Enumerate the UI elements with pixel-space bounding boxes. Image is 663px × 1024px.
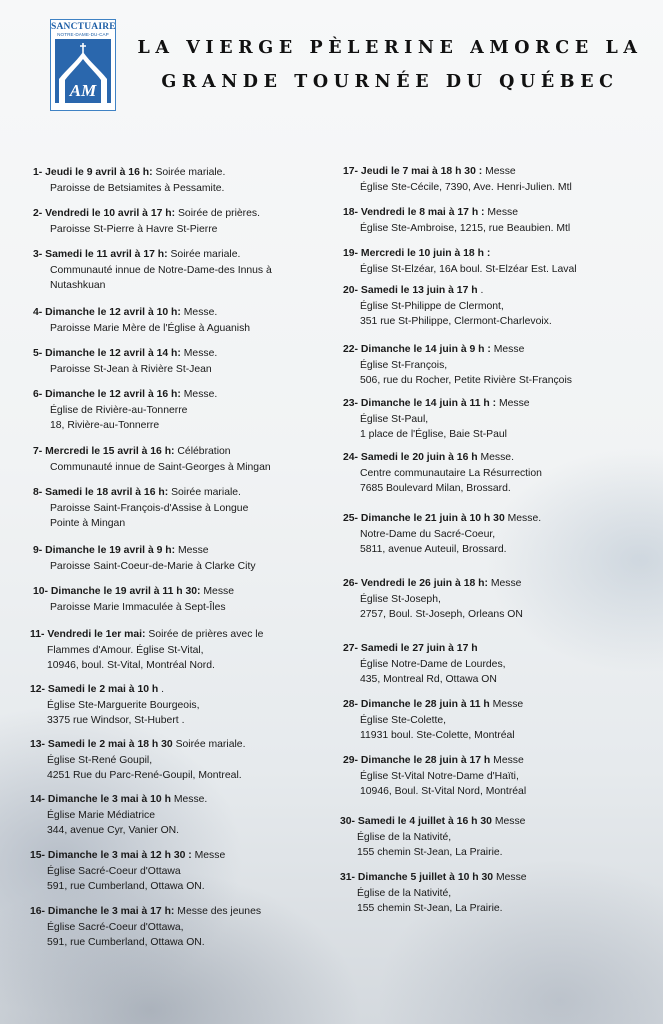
entry-location-line: Église Sacré-Coeur d'Ottawa — [47, 865, 181, 877]
entry-location-line: Flammes d'Amour. Église St-Vital, — [47, 644, 204, 656]
entry-event: Soirée de prières avec le — [148, 629, 264, 640]
schedule-entry — [343, 641, 506, 688]
entry-number: 30- — [340, 816, 356, 827]
entry-event: Messe — [498, 398, 530, 409]
entry-headline — [33, 584, 234, 600]
entry-datetime: Dimanche le 3 mai à 17 h: — [47, 906, 175, 917]
schedule-entry — [30, 904, 261, 951]
entry-headline — [33, 346, 217, 362]
entry-number: 3- — [33, 249, 43, 260]
entry-event: Messe — [492, 699, 524, 710]
entry-number: 28- — [343, 699, 359, 710]
entry-location-line: Église de la Nativité, — [357, 887, 452, 899]
entry-location-line: Communauté innue de Saint-Georges à Mingan — [50, 461, 271, 473]
sanctuaire-logo — [50, 19, 116, 111]
schedule-entry — [343, 697, 523, 744]
entry-location-line: Pointe à Mingan — [50, 518, 126, 529]
entry-location-line: Paroisse St-Pierre à Havre St-Pierre — [50, 223, 218, 235]
entry-location-line: 591, rue Cumberland, Ottawa ON. — [47, 881, 205, 892]
entry-datetime: Samedi le 4 juillet à 16 h 30 — [357, 816, 492, 827]
entry-number: 27- — [343, 643, 359, 654]
entry-number: 26- — [343, 578, 359, 589]
entry-number: 12- — [30, 684, 46, 695]
entry-datetime: Dimanche le 3 mai à 10 h — [47, 794, 171, 805]
entry-headline — [33, 206, 260, 222]
schedule-entry — [33, 387, 217, 434]
entry-datetime: Dimanche le 19 avril à 11 h 30: — [50, 586, 201, 597]
entry-location-line: Paroisse Marie Mère de l'Église à Aguanish — [50, 322, 251, 334]
entry-event: Messe. — [183, 348, 218, 359]
entry-headline — [30, 792, 207, 808]
schedule-entry — [33, 165, 225, 196]
logo-subtitle: NOTRE-DAME-DU-CAP — [57, 32, 109, 37]
entry-headline — [343, 576, 523, 592]
entry-datetime: Dimanche le 3 mai à 12 h 30 : — [47, 850, 192, 861]
entry-number: 5- — [33, 348, 43, 359]
entry-headline — [343, 641, 506, 657]
entry-datetime: Dimanche le 21 juin à 10 h 30 — [360, 513, 505, 524]
entry-event: Soirée mariale. — [170, 249, 241, 260]
entry-datetime: Samedi le 20 juin à 16 h — [360, 452, 478, 463]
entry-number: 20- — [343, 285, 359, 296]
entry-location-line: Église Marie Médiatrice — [47, 809, 155, 821]
entry-datetime: Samedi le 27 juin à 17 h — [360, 643, 478, 654]
entry-datetime: Vendredi le 8 mai à 17 h : — [360, 207, 485, 218]
schedule-entry — [33, 247, 272, 294]
entry-location-line: Paroisse Saint-Coeur-de-Marie à Clarke City — [50, 560, 256, 572]
entry-datetime: Jeudi le 9 avril à 16 h: — [45, 167, 153, 178]
entry-location-line: Paroisse de Betsiamites à Pessamite. — [50, 182, 225, 194]
entry-number: 8- — [33, 487, 43, 498]
entry-location-line: 155 chemin St-Jean, La Prairie. — [357, 847, 503, 858]
schedule-entry — [33, 444, 271, 475]
entry-location-line: Église St-Paul, — [360, 413, 429, 425]
entry-event: Messe — [490, 578, 522, 589]
entry-event: Soirée mariale. — [175, 739, 246, 750]
entry-location-line: 506, rue du Rocher, Petite Rivière St-François — [360, 375, 572, 386]
entry-number: 15- — [30, 850, 46, 861]
entry-event: Messe. — [183, 307, 218, 318]
entry-number: 23- — [343, 398, 359, 409]
entry-headline — [343, 697, 523, 713]
entry-location-line: 591, rue Cumberland, Ottawa ON. — [47, 937, 205, 948]
entry-datetime: Samedi le 13 juin à 17 h — [360, 285, 478, 296]
entry-location-line: 7685 Boulevard Milan, Brossard. — [360, 483, 511, 494]
entry-headline — [33, 247, 272, 263]
schedule-entry — [30, 737, 245, 784]
schedule-entry — [30, 848, 225, 895]
entry-number: 2- — [33, 208, 43, 219]
entry-number: 4- — [33, 307, 43, 318]
entry-event: Messe — [487, 207, 519, 218]
entry-location-line: Église Sacré-Coeur d'Ottawa, — [47, 921, 184, 933]
schedule-entry — [340, 814, 525, 861]
entry-headline — [33, 305, 250, 321]
entry-datetime: Samedi le 11 avril à 17 h: — [45, 249, 168, 260]
logo-title: SANCTUAIRE — [51, 22, 116, 32]
entry-headline — [33, 165, 225, 181]
entry-datetime: Dimanche le 28 juin à 11 h — [360, 699, 490, 710]
entry-number: 14- — [30, 794, 46, 805]
entry-datetime: Vendredi le 10 avril à 17 h: — [45, 208, 176, 219]
entry-headline — [343, 164, 572, 180]
schedule-entry — [343, 511, 541, 558]
entry-location-line: 351 rue St-Philippe, Clermont-Charlevoix. — [360, 316, 552, 327]
schedule-entry — [343, 396, 530, 443]
entry-location-line: 11931 boul. Ste-Colette, Montréal — [360, 730, 515, 741]
schedule-entry — [33, 543, 256, 574]
entry-headline — [340, 870, 527, 886]
entry-location-line: 5811, avenue Auteuil, Brossard. — [360, 544, 507, 555]
entry-headline — [30, 848, 225, 864]
schedule-entry — [33, 346, 217, 377]
entry-location-line: Église St-Joseph, — [360, 593, 441, 605]
entry-location-line: Église Ste-Marguerite Bourgeois, — [47, 699, 200, 711]
entry-number: 31- — [340, 872, 356, 883]
entry-number: 7- — [33, 446, 43, 457]
schedule-entry — [30, 627, 263, 674]
entry-headline — [33, 387, 217, 403]
entry-datetime: Dimanche le 14 juin à 9 h : — [360, 344, 491, 355]
entry-event: Messe. — [183, 389, 218, 400]
schedule-entry — [33, 485, 248, 532]
schedule-entry — [30, 682, 199, 729]
entry-datetime: Samedi le 18 avril à 16 h: — [45, 487, 169, 498]
entry-location-line: Paroisse Saint-François-d'Assise à Longue — [50, 502, 249, 514]
entry-location-line: Église Ste-Ambroise, 1215, rue Beaubien. Mtl — [360, 222, 571, 234]
entry-number: 6- — [33, 389, 43, 400]
entry-number: 13- — [30, 739, 46, 750]
logo-monogram: AM — [69, 81, 97, 100]
entry-event: . — [161, 684, 165, 695]
entry-event: Soirée de prières. — [177, 208, 260, 219]
schedule-entry — [343, 342, 572, 389]
entry-location-line: Église Ste-Colette, — [360, 714, 447, 726]
entry-number: 18- — [343, 207, 359, 218]
schedule-entry — [340, 870, 527, 917]
entry-number: 29- — [343, 755, 359, 766]
entry-number: 24- — [343, 452, 359, 463]
entry-datetime: Dimanche le 28 juin à 17 h — [360, 755, 491, 766]
entry-event: Célébration — [177, 446, 231, 457]
schedule-entry — [343, 283, 552, 330]
entry-number: 9- — [33, 545, 43, 556]
entry-headline — [30, 904, 261, 920]
entry-location-line: Paroisse St-Jean à Rivière St-Jean — [50, 363, 212, 375]
entry-event: Messe. — [480, 452, 514, 463]
entry-event: Soirée mariale. — [155, 167, 226, 178]
schedule-entry — [33, 584, 234, 615]
entry-number: 11- — [30, 629, 45, 640]
entry-location-line: Nutashkuan — [50, 280, 106, 291]
sanctuary-church-icon — [55, 39, 111, 103]
entry-location-line: 18, Rivière-au-Tonnerre — [50, 420, 160, 431]
schedule-entry — [343, 205, 570, 236]
entry-datetime: Mercredi le 15 avril à 16 h: — [45, 446, 175, 457]
entry-headline — [343, 342, 572, 358]
entry-headline — [343, 511, 541, 527]
entry-number: 16- — [30, 906, 46, 917]
entry-headline — [340, 814, 525, 830]
entry-event: Messe — [493, 344, 525, 355]
entry-datetime: Vendredi le 1er mai: — [47, 629, 146, 640]
entry-number: 17- — [343, 166, 359, 177]
page-title-line-2: GRANDE TOURNÉE DU QUÉBEC — [161, 72, 619, 92]
entry-event: . — [480, 285, 484, 296]
entry-location-line: 435, Montreal Rd, Ottawa ON — [360, 674, 497, 685]
entry-event: Messe — [494, 816, 526, 827]
entry-location-line: Église Ste-Cécile, 7390, Ave. Henri-Julien. Mtl — [360, 181, 572, 193]
entry-location-line: 10946, boul. St-Vital, Montréal Nord. — [47, 660, 215, 671]
entry-event: Messe — [194, 850, 226, 861]
entry-datetime: Dimanche le 14 juin à 11 h : — [360, 398, 497, 409]
entry-number: 25- — [343, 513, 359, 524]
entry-location-line: 155 chemin St-Jean, La Prairie. — [357, 903, 503, 914]
page-title-line-1: LA VIERGE PÈLERINE AMORCE LA — [137, 38, 643, 58]
entry-location-line: 3375 rue Windsor, St-Hubert . — [47, 715, 185, 726]
entry-event: Messe. — [507, 513, 542, 524]
entry-headline — [30, 737, 245, 753]
entry-location-line: Église St-François, — [360, 359, 448, 371]
entry-event: Messe — [177, 545, 209, 556]
entry-headline — [33, 444, 271, 460]
entry-datetime: Dimanche 5 juillet à 10 h 30 — [357, 872, 494, 883]
schedule-entry — [343, 753, 526, 800]
entry-number: 10- — [33, 586, 49, 597]
entry-headline — [343, 450, 542, 466]
schedule-entry — [343, 246, 577, 277]
schedule-entry — [343, 576, 523, 623]
entry-datetime: Dimanche le 19 avril à 9 h: — [45, 545, 176, 556]
entry-event: Messe — [485, 166, 516, 177]
entry-datetime: Dimanche le 12 avril à 10 h: — [45, 307, 181, 318]
entry-number: 22- — [343, 344, 359, 355]
entry-location-line: Église de Rivière-au-Tonnerre — [50, 404, 188, 416]
entry-datetime: Mercredi le 10 juin à 18 h : — [360, 248, 491, 259]
entry-location-line: Église St-Elzéar, 16A boul. St-Elzéar Est. Laval — [360, 263, 577, 275]
entry-datetime: Dimanche le 12 avril à 14 h: — [45, 348, 181, 359]
entry-location-line: 4251 Rue du Parc-René-Goupil, Montreal. — [47, 770, 242, 781]
entry-headline — [343, 205, 570, 221]
entry-location-line: 1 place de l'Église, Baie St-Paul — [360, 429, 507, 440]
entry-datetime: Jeudi le 7 mai à 18 h 30 : — [360, 166, 483, 177]
entry-event: Messe — [203, 586, 235, 597]
entry-headline — [343, 246, 577, 262]
entry-datetime: Samedi le 2 mai à 18 h 30 — [47, 739, 173, 750]
entry-location-line: Église Notre-Dame de Lourdes, — [360, 658, 506, 670]
entry-location-line: Église St-Philippe de Clermont, — [360, 300, 504, 312]
entry-number: 19- — [343, 248, 359, 259]
entry-event: Messe — [493, 755, 524, 766]
entry-headline — [343, 396, 530, 412]
entry-headline — [30, 627, 263, 643]
schedule-entry — [343, 450, 542, 497]
entry-event: Soirée mariale. — [171, 487, 241, 498]
entry-event: Messe. — [173, 794, 208, 805]
entry-location-line: Église de la Nativité, — [357, 831, 452, 843]
entry-headline — [343, 283, 552, 299]
entry-location-line: Église St-René Goupil, — [47, 754, 153, 766]
entry-headline — [343, 753, 526, 769]
entry-location-line: Paroisse Marie Immaculée à Sept-Îles — [50, 601, 226, 613]
entry-headline — [33, 485, 248, 501]
entry-location-line: Église St-Vital Notre-Dame d'Haïti, — [360, 770, 519, 782]
entry-datetime: Dimanche le 12 avril à 16 h: — [45, 389, 181, 400]
entry-number: 1- — [33, 167, 43, 178]
entry-location-line: 344, avenue Cyr, Vanier ON. — [47, 825, 180, 836]
entry-datetime: Samedi le 2 mai à 10 h — [47, 684, 159, 695]
entry-headline — [33, 543, 256, 559]
entry-event: Messe des jeunes — [177, 906, 262, 917]
entry-location-line: 2757, Boul. St-Joseph, Orleans ON — [360, 609, 523, 620]
entry-event: Messe — [495, 872, 527, 883]
entry-location-line: 10946, Boul. St-Vital Nord, Montréal — [360, 786, 527, 797]
schedule-entry — [33, 305, 250, 336]
schedule-entry — [33, 206, 260, 237]
schedule-entry — [343, 164, 572, 195]
entry-location-line: Notre-Dame du Sacré-Coeur, — [360, 528, 496, 540]
entry-location-line: Centre communautaire La Résurrection — [360, 467, 542, 479]
entry-location-line: Communauté innue de Notre-Dame-des Innus à — [50, 264, 272, 276]
entry-headline — [30, 682, 199, 698]
schedule-entry — [30, 792, 207, 839]
entry-datetime: Vendredi le 26 juin à 18 h: — [360, 578, 488, 589]
